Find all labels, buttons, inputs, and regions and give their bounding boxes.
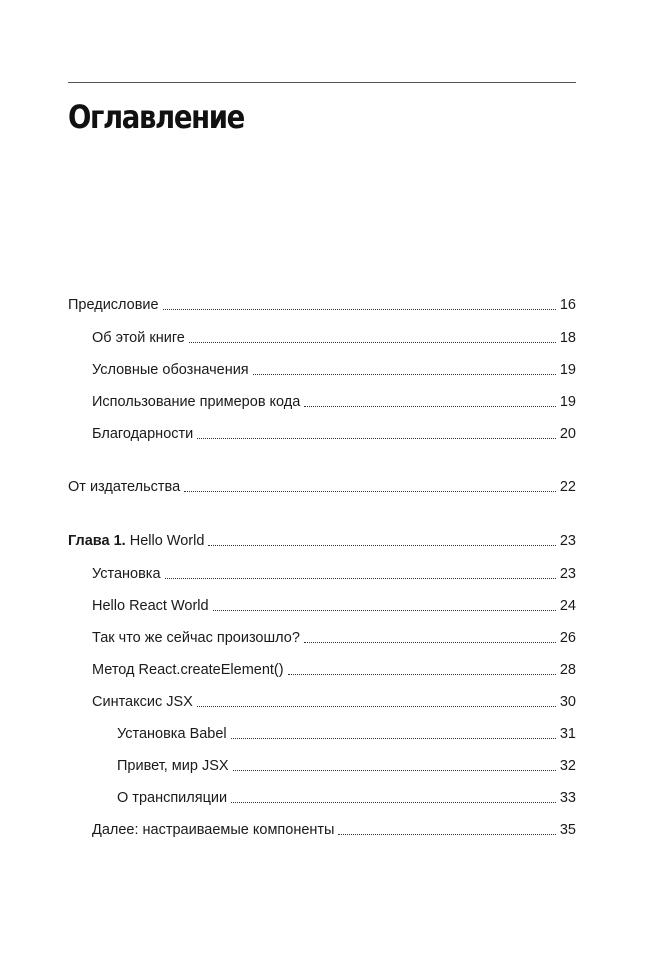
toc-entry-page: 19 [559,394,576,410]
dot-leader [231,738,556,739]
toc-entry-label: Об этой книге [92,330,185,346]
toc-entry-page: 32 [559,758,576,774]
toc-entry-page: 19 [559,362,576,378]
dot-leader [189,342,556,343]
toc-entry[interactable] [92,421,576,443]
dot-leader [197,438,556,439]
toc-entry-page: 33 [559,790,576,806]
toc-entry-page: 26 [559,630,576,646]
dot-leader [163,309,556,310]
toc-entry[interactable] [68,474,576,496]
dot-leader [231,802,556,803]
dot-leader [288,674,556,675]
toc-entry-label: Использование примеров кода [92,394,301,410]
toc-entry-label: От издательства [68,479,181,495]
dot-leader [304,642,556,643]
toc-entry[interactable] [117,785,576,807]
toc-entry[interactable] [92,657,576,679]
toc-entry[interactable] [92,593,576,615]
toc-entry-label: Привет, мир JSX [117,758,229,774]
toc-entry[interactable] [92,625,576,647]
toc-entry-page: 20 [559,426,576,442]
toc-entry[interactable] [117,721,576,743]
toc-entry-page: 16 [559,297,576,313]
dot-leader [184,491,556,492]
toc-entry-page: 35 [559,822,576,838]
toc-entry[interactable] [68,292,576,314]
toc-entry[interactable] [92,561,576,583]
toc-entry-label: Hello React World [92,598,209,614]
toc-entry-label: Благодарности [92,426,194,442]
toc-entry-label [68,532,204,550]
dot-leader [233,770,556,771]
page-title: Оглавление [68,98,244,136]
toc-entry-label: Установка Babel [117,726,227,742]
toc-entry-page: 30 [559,694,576,710]
toc-entry-label: О транспиляции [117,790,228,806]
toc-entry[interactable] [117,753,576,775]
toc-entry-label: Так что же сейчас произошло? [92,630,300,646]
toc-entry-label: Синтаксис JSX [92,694,193,710]
toc-entry-page: 24 [559,598,576,614]
toc-entry-label: Предисловие [68,297,159,313]
dot-leader [253,374,556,375]
chapter-number: Глава 1. [68,533,126,549]
toc-entry-page: 23 [559,566,576,582]
toc-chapter-entry[interactable] [68,528,576,550]
chapter-title: Hello World [129,533,205,549]
toc-entry-label: Далее: настраиваемые компоненты [92,822,335,838]
dot-leader [208,545,556,546]
toc-entry-page: 28 [559,662,576,678]
dot-leader [304,406,556,407]
toc-entry[interactable] [92,389,576,411]
dot-leader [338,834,556,835]
dot-leader [197,706,556,707]
toc-entry[interactable] [92,817,576,839]
toc-entry-page: 22 [559,479,576,495]
toc-entry[interactable] [92,689,576,711]
toc-entry-page: 18 [559,330,576,346]
toc-entry-page: 23 [559,533,576,549]
dot-leader [165,578,556,579]
toc-entry[interactable] [92,357,576,379]
toc-entry[interactable] [92,325,576,347]
toc-entry-label: Метод React.createElement() [92,662,284,678]
toc-entry-label: Установка [92,566,161,582]
toc-entry-label: Условные обозначения [92,362,249,378]
toc-entry-page: 31 [559,726,576,742]
dot-leader [213,610,556,611]
